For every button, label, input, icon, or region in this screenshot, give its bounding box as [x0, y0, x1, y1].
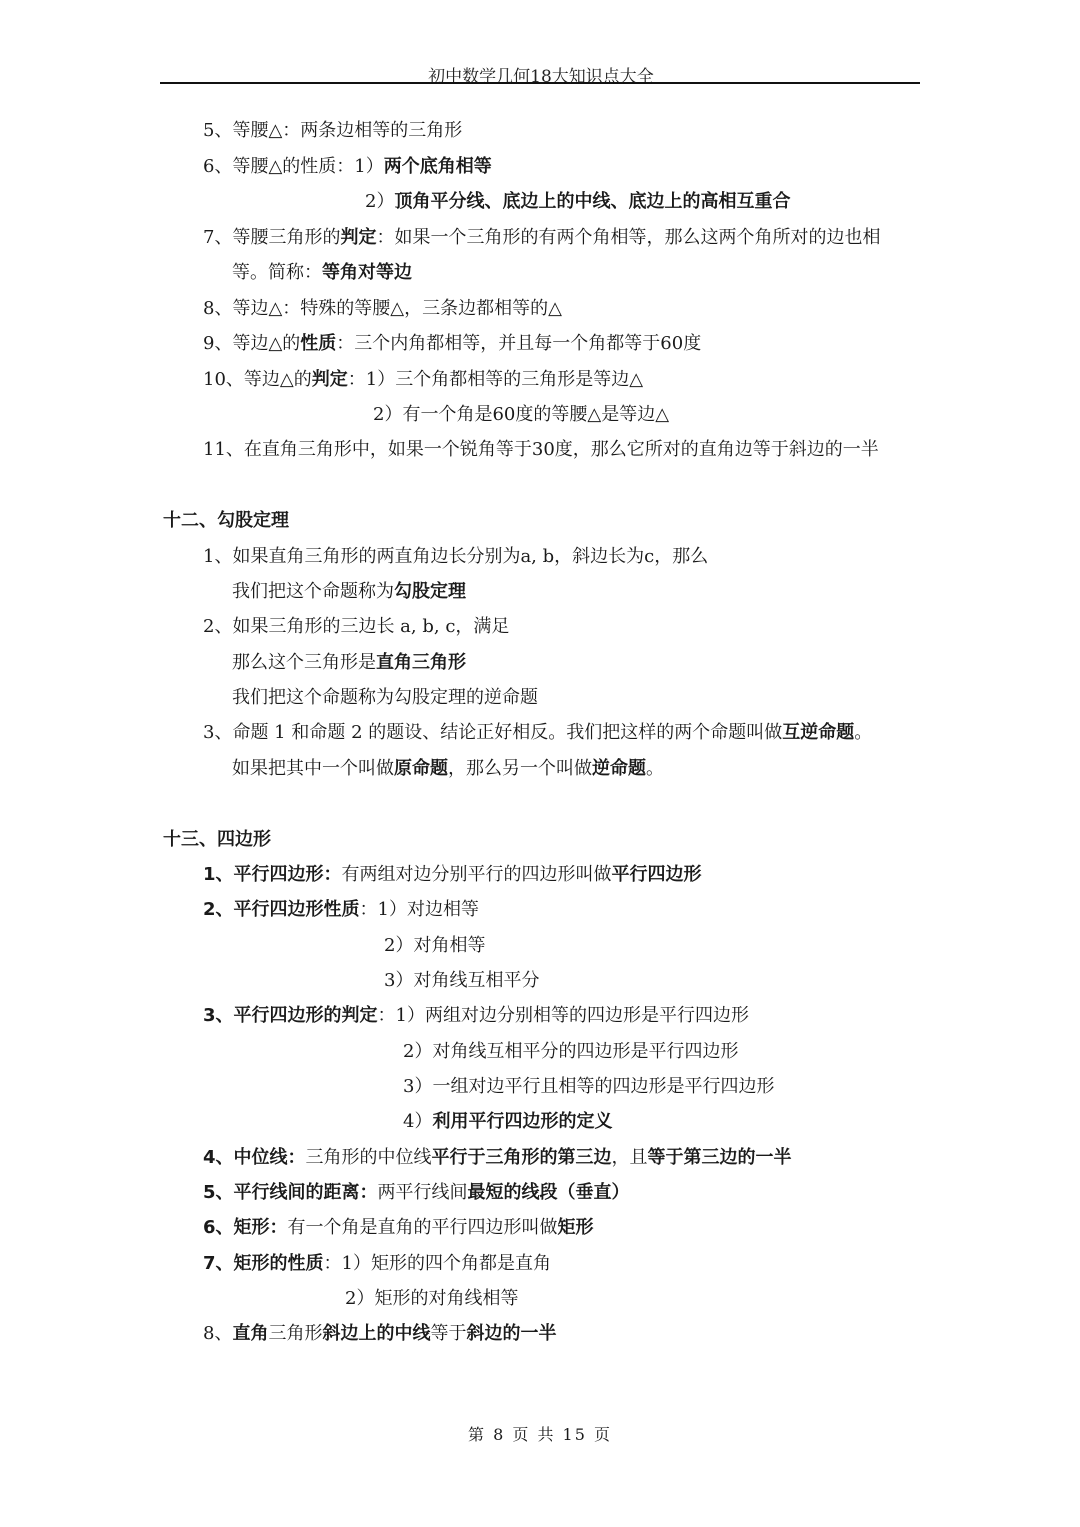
s13-item-2-b: ：1）对边相等	[359, 899, 479, 920]
item-8: 8、等边△：特殊的等腰△，三条边都相等的△	[203, 298, 562, 319]
s12-item-3-b: 互逆命题	[782, 722, 855, 743]
s13-item-8-c: 三角形	[268, 1323, 323, 1344]
s13-item-2-a: 2、平行四边形性质	[203, 899, 360, 920]
s13-item-5-b: 两平行线间	[377, 1182, 468, 1203]
s13-item-6-a: 6、矩形：	[203, 1217, 288, 1238]
item-6-sub-bold: 顶角平分线、底边上的中线、底边上的高相互重合	[394, 191, 791, 212]
item-9-c: ：三个内角都相等，并且每一个角都等于60度	[336, 333, 702, 354]
s13-item-3-a: 3、平行四边形的判定	[203, 1005, 378, 1026]
s13-item-1-b: 有两组对边分别平行的四边形叫做	[341, 864, 612, 885]
s13-item-4-c: 平行于三角形的第三边	[431, 1147, 612, 1168]
s12-item-1-cont-b: 勾股定理	[394, 581, 466, 602]
s13-item-6-c: 矩形	[557, 1217, 594, 1238]
s12-item-3-cont-d: 逆命题	[592, 758, 646, 779]
s12-item-3-cont	[232, 757, 664, 781]
s13-item-4-e: 等于第三边的一半	[647, 1147, 792, 1168]
item-7-b: 判定	[340, 227, 377, 248]
s13-item-3-sub3: 3）一组对边平行且相等的四边形是平行四边形	[403, 1076, 775, 1097]
s13-item-1-c: 平行四边形	[611, 864, 702, 885]
item-9-b: 性质	[300, 333, 337, 354]
s13-item-8-b: 直角	[232, 1323, 269, 1344]
item-7-cont-b: 等角对等边	[322, 262, 412, 283]
item-7	[203, 226, 880, 250]
s13-item-6-b: 有一个角是直角的平行四边形叫做	[287, 1217, 558, 1238]
s13-item-7-a: 7、矩形的性质	[203, 1253, 324, 1274]
s13-item-8-f: 斜边的一半	[466, 1323, 557, 1344]
s13-item-4	[203, 1146, 792, 1170]
item-6-bold: 两个底角相等	[383, 156, 492, 177]
s13-item-5-a: 5、平行线间的距离：	[203, 1182, 378, 1203]
s12-item-2-cont2: 我们把这个命题称为勾股定理的逆命题	[232, 687, 538, 708]
s13-item-4-a: 4、中位线：	[203, 1147, 306, 1168]
s13-item-4-b: 三角形的中位线	[305, 1147, 432, 1168]
s13-item-4-d: ，且	[611, 1147, 648, 1168]
s12-item-3-cont-b: 原命题	[394, 758, 448, 779]
item-7-cont-a: 等。简称：	[232, 262, 322, 283]
s13-item-3-b: ：1）两组对边分别相等的四边形是平行四边形	[377, 1005, 749, 1026]
s13-item-1	[203, 863, 702, 887]
s13-item-7	[203, 1252, 551, 1276]
item-10-a: 10、等边△的	[203, 369, 312, 390]
item-10	[203, 368, 643, 392]
item-10-b: 判定	[311, 369, 348, 390]
s13-item-2-sub2: 2）对角相等	[384, 935, 486, 956]
item-6-sub	[365, 190, 790, 214]
section-13-heading: 十三、四边形	[163, 829, 271, 850]
s13-item-8-d: 斜边上的中线	[322, 1323, 431, 1344]
s12-item-2-cont	[232, 651, 466, 675]
item-11: 11、在直角三角形中，如果一个锐角等于30度，那么它所对的直角边等于斜边的一半	[203, 439, 879, 460]
s13-item-2-sub3: 3）对角线互相平分	[384, 970, 540, 991]
item-7-cont	[232, 261, 412, 285]
s13-item-7-sub2: 2）矩形的对角线相等	[345, 1288, 519, 1309]
s12-item-3-c: 。	[854, 722, 873, 743]
s13-item-2	[203, 898, 479, 922]
s13-item-3-sub2: 2）对角线互相平分的四边形是平行四边形	[403, 1041, 739, 1062]
item-10-sub: 2）有一个角是60度的等腰△是等边△	[373, 404, 670, 425]
s12-item-3-cont-c: ，那么另一个叫做	[448, 758, 592, 779]
s12-item-3	[203, 721, 872, 745]
s12-item-3-cont-a: 如果把其中一个叫做	[232, 758, 394, 779]
s13-item-3-sub4-a: 4）	[403, 1111, 433, 1132]
header-rule	[160, 82, 920, 84]
s13-item-5-c: 最短的线段（垂直）	[467, 1182, 630, 1203]
s13-item-3	[203, 1004, 749, 1028]
s12-item-1-cont	[232, 580, 466, 604]
s13-item-5	[203, 1181, 630, 1205]
item-6-label: 6、等腰△的性质：1）	[203, 156, 384, 177]
s12-item-2-cont-a: 那么这个三角形是	[232, 652, 376, 673]
item-7-c: ：如果一个三角形的有两个角相等，那么这两个角所对的边也相	[376, 227, 881, 248]
item-6	[203, 155, 492, 179]
section-12-heading: 十二、勾股定理	[163, 510, 289, 531]
page-number: 第 8 页 共 15 页	[468, 1425, 612, 1444]
s13-item-8	[203, 1322, 556, 1346]
s12-item-2-cont-b: 直角三角形	[376, 652, 466, 673]
s13-item-1-a: 1、平行四边形：	[203, 864, 342, 885]
s13-item-6	[203, 1216, 594, 1240]
s13-item-7-b: ：1）矩形的四个角都是直角	[323, 1253, 551, 1274]
s13-item-3-sub4-b: 利用平行四边形的定义	[432, 1111, 613, 1132]
s13-item-8-a: 8、	[203, 1323, 233, 1344]
s12-item-3-a: 3、命题 1 和命题 2 的题设、结论正好相反。我们把这样的两个命题叫做	[203, 722, 783, 743]
page-header-title: 初中数学几何18大知识点大全	[428, 67, 654, 87]
item-7-a: 7、等腰三角形的	[203, 227, 341, 248]
item-6-sub-label: 2）	[365, 191, 395, 212]
item-9-a: 9、等边△的	[203, 333, 301, 354]
s12-item-3-cont-e: 。	[646, 758, 664, 779]
s12-item-2: 2、如果三角形的三边长 a, b, c，满足	[203, 616, 510, 637]
item-5: 5、等腰△：两条边相等的三角形	[203, 120, 463, 141]
s13-item-3-sub4	[403, 1110, 612, 1134]
item-9	[203, 332, 701, 356]
s13-item-8-e: 等于	[430, 1323, 467, 1344]
s12-item-1-cont-a: 我们把这个命题称为	[232, 581, 394, 602]
item-10-c: ：1）三个角都相等的三角形是等边△	[347, 369, 644, 390]
s12-item-1: 1、如果直角三角形的两直角边长分别为a, b，斜边长为c，那么	[203, 546, 709, 567]
